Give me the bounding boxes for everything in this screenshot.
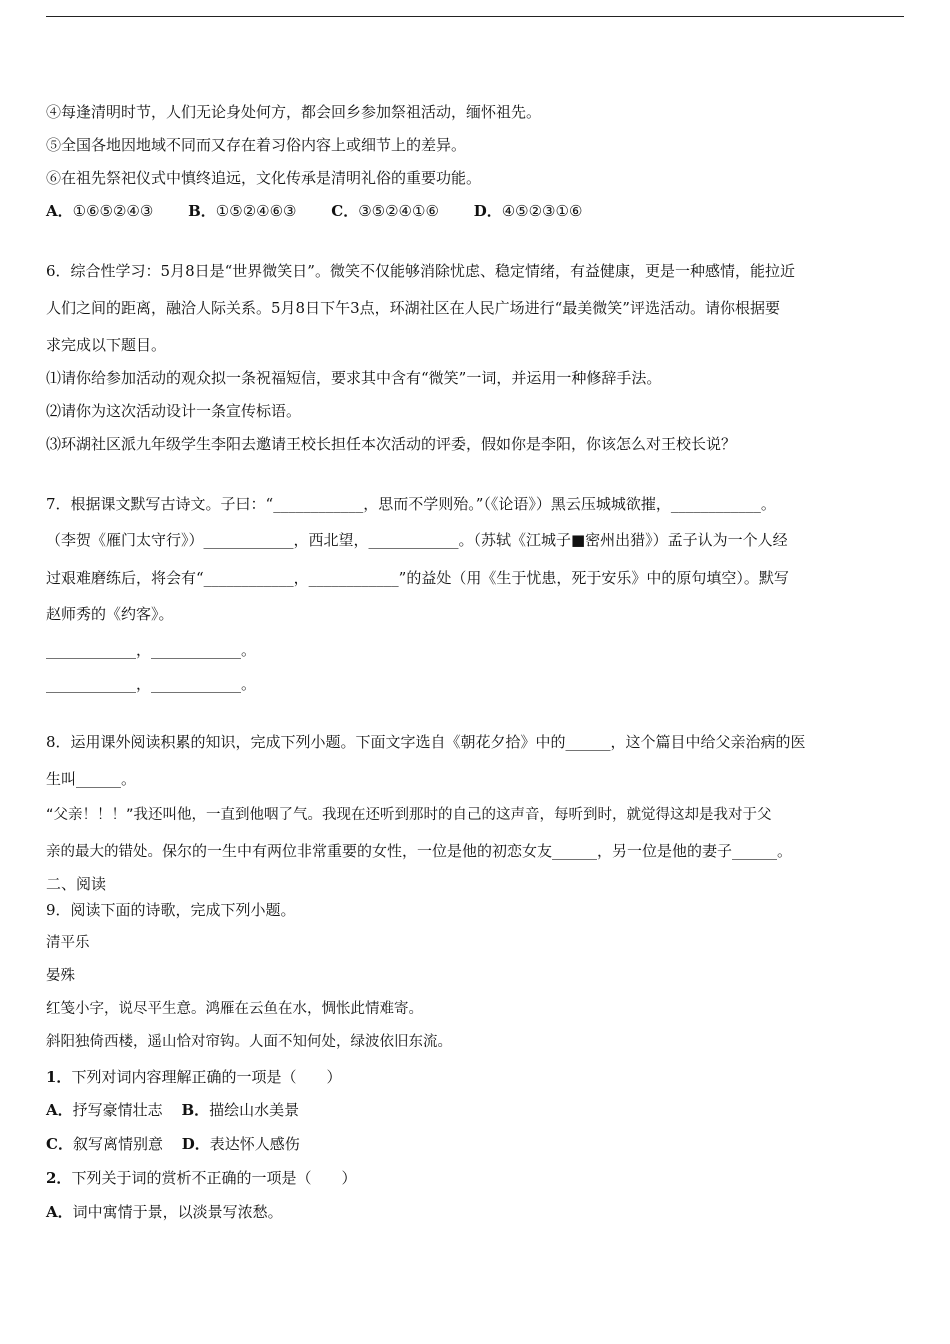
q7-line-2: （李贺《雁门太守行》）____________，西北望，____________。（苏轼《江城子■密州出猎》）孟子认为一个人经 — [46, 531, 788, 549]
q5-item-6: ⑥在祖先祭祀仪式中慎终追远，文化传承是清明礼俗的重要功能。 — [46, 169, 482, 187]
q7-line-3: 过艰难磨练后，将会有“____________，____________”的益处（用《生于忧患，死于安乐》中的原句填空）。默写 — [46, 569, 789, 587]
q7-line-1: 7．根据课文默写古诗文。子曰：“____________，思而不学则殆。”（《论语》）黑云压城城欲摧，____________。 — [46, 495, 776, 513]
poem-line-2: 斜阳独倚西楼，遥山恰对帘钩。人面不知何处，绿波依旧东流。 — [46, 1034, 452, 1050]
q8-baoer-question: 保尔的一生中有两位非常重要的女性，一位是他的初恋女友______，另一位是他的妻子______。 — [162, 842, 793, 860]
q8-quote-line-2 — [46, 841, 792, 862]
q8-line-1: 8．运用课外阅读积累的知识，完成下列小题。下面文字选自《朝花夕拾》中的______，这个篇目中给父亲治病的医 — [46, 733, 806, 751]
q8-line-2: 生叫______。 — [46, 770, 137, 788]
q9-sub2-option-a[interactable]: A．词中寓情于景，以淡景写浓愁。 — [46, 1203, 283, 1221]
q9-sub2-stem: 2．下列关于词的赏析不正确的一项是（ ） — [46, 1169, 357, 1187]
q6-sub-2: ⑵请你为这次活动设计一条宣传标语。 — [46, 402, 302, 420]
q5-option-d[interactable]: D．④⑤②③①⑥ — [473, 202, 583, 220]
q9-sub1-option-d[interactable]: D．表达怀人感伤 — [181, 1135, 300, 1153]
q9-sub1-option-a[interactable]: A．抒写豪情壮志 — [46, 1101, 163, 1119]
q9-sub1-option-b[interactable]: B．描绘山水美景 — [181, 1101, 300, 1119]
q5-item-4: ④每逢清明时节，人们无论身处何方，都会回乡参加祭祖活动，缅怀祖先。 — [46, 103, 542, 121]
q9-sub1-option-c[interactable]: C．叙写离情别意 — [46, 1135, 163, 1153]
q9-sub1-options-row-1 — [46, 1100, 313, 1120]
q8-quote-end: 亲的最大的错处。 — [46, 844, 162, 860]
q9-sub1-options-row-2 — [46, 1134, 314, 1154]
poem-line-1: 红笺小字，说尽平生意。鸿雁在云鱼在水，惆怅此情难寄。 — [46, 1001, 423, 1017]
poem-author: 晏殊 — [46, 968, 75, 984]
header-rule — [46, 16, 904, 17]
q6-stem-line-3: 求完成以下题目。 — [46, 336, 167, 354]
q8-quote-line-1: “父亲！！！”我还叫他，一直到他咽了气。我现在还听到那时的自己的这声音，每听到时，就觉得这却是我对于父 — [46, 807, 772, 823]
q5-item-5: ⑤全国各地因地域不同而又存在着习俗内容上或细节上的差异。 — [46, 136, 467, 154]
q6-sub-3: ⑶环湖社区派九年级学生李阳去邀请王校长担任本次活动的评委，假如你是李阳，你该怎么对王校长说？ — [46, 435, 737, 453]
q9-stem: 9．阅读下面的诗歌，完成下列小题。 — [46, 901, 296, 919]
q6-stem-line-1: 6．综合性学习：5月8日是“世界微笑日”。微笑不仅能够消除忧虑、稳定情绪，有益健康，更是一种感情，能拉近 — [46, 262, 795, 280]
q6-stem-line-2: 人们之间的距离，融洽人际关系。5月8日下午3点，环湖社区在人民广场进行“最美微笑”评选活动。请你根据要 — [46, 299, 780, 317]
q7-blank-line-2: ____________，____________。 — [46, 675, 257, 693]
q5-options — [46, 201, 612, 221]
section-heading: 二、阅读 — [46, 875, 107, 893]
q5-option-c[interactable]: C．③⑤②④①⑥ — [331, 202, 439, 220]
q7-line-4: 赵师秀的《约客》。 — [46, 605, 174, 623]
q6-sub-1: ⑴请你给参加活动的观众拟一条祝福短信，要求其中含有“微笑”一词，并运用一种修辞手法。 — [46, 369, 662, 387]
q7-blank-line-1: ____________，____________。 — [46, 641, 257, 659]
q9-sub1-stem: 1．下列对词内容理解正确的一项是（ ） — [46, 1068, 342, 1086]
poem-title: 清平乐 — [46, 935, 90, 951]
q5-option-a[interactable]: A．①⑥⑤②④③ — [46, 202, 154, 220]
q5-option-b[interactable]: B．①⑤②④⑥③ — [188, 202, 297, 220]
